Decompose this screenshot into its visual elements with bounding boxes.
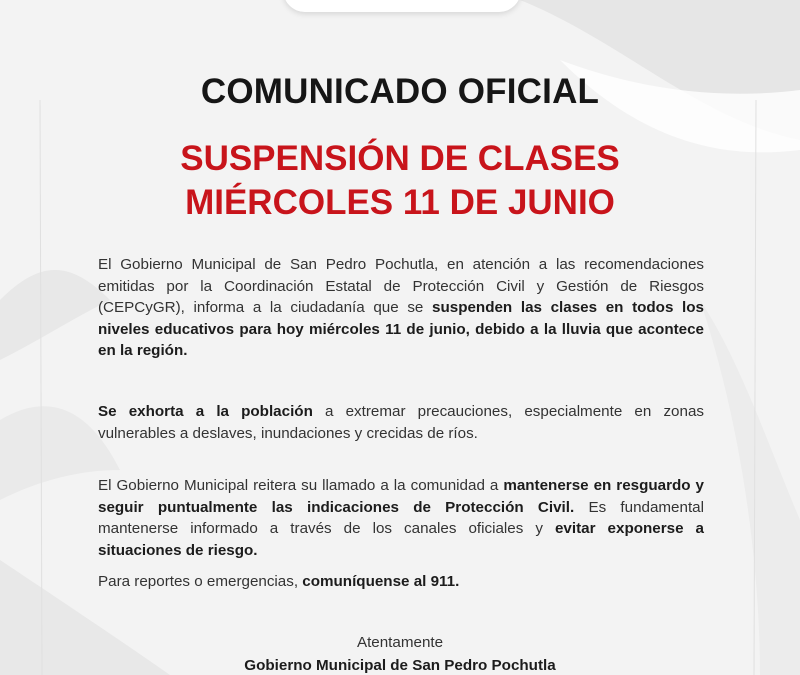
- closing-salutation: Atentamente: [356, 634, 444, 651]
- paragraph-bold-text: suspenden las clases en todos los niveles educativos para hoy miércoles 11 de junio, debido a la lluvia que acontece en la región.: [98, 299, 704, 359]
- emergency-number: comuníquense al 911.: [302, 573, 460, 590]
- paragraph-text: El Gobierno Municipal reitera su llamado a la comunidad a: [98, 477, 504, 494]
- paragraph-bold-text: evitar exponerse a situaciones de riesgo.: [98, 520, 705, 559]
- paragraph-text: El Gobierno Municipal de San Pedro Pochutla, en atención a las recomendaciones emitidas por la Coordinación Estatal de Protección Civil y Gestión de Riesgos (CEPCyGR), informa a la ciudadanía que se: [98, 256, 704, 316]
- paragraph-announcement: [98, 254, 704, 362]
- paragraph-emergency-contact: [98, 571, 704, 593]
- closing-signature: Gobierno Municipal de San Pedro Pochutla: [244, 657, 556, 674]
- page-title: COMUNICADO OFICIAL: [200, 72, 600, 111]
- subtitle-line-1: SUSPENSIÓN DE CLASES: [180, 139, 620, 178]
- paragraph-text: Es fundamental mantenerse informado a través de los canales oficiales y: [98, 498, 704, 537]
- subtitle-line-2: MIÉRCOLES 11 DE JUNIO: [185, 183, 615, 222]
- paragraph-text: a extremar precauciones, especialmente en zonas vulnerables a deslaves, inundaciones y crecidas de ríos.: [98, 403, 704, 442]
- paragraph-recommendation: [98, 475, 704, 561]
- paragraph-bold-text: mantenerse en resguardo y seguir puntualmente las indicaciones de Protección Civil.: [98, 477, 704, 516]
- top-tab-decoration: [283, 0, 521, 12]
- paragraph-bold-text: Se exhorta a la población: [98, 403, 313, 420]
- paragraph-text: Para reportes o emergencias,: [98, 573, 303, 590]
- paragraph-exhortation: [98, 401, 704, 444]
